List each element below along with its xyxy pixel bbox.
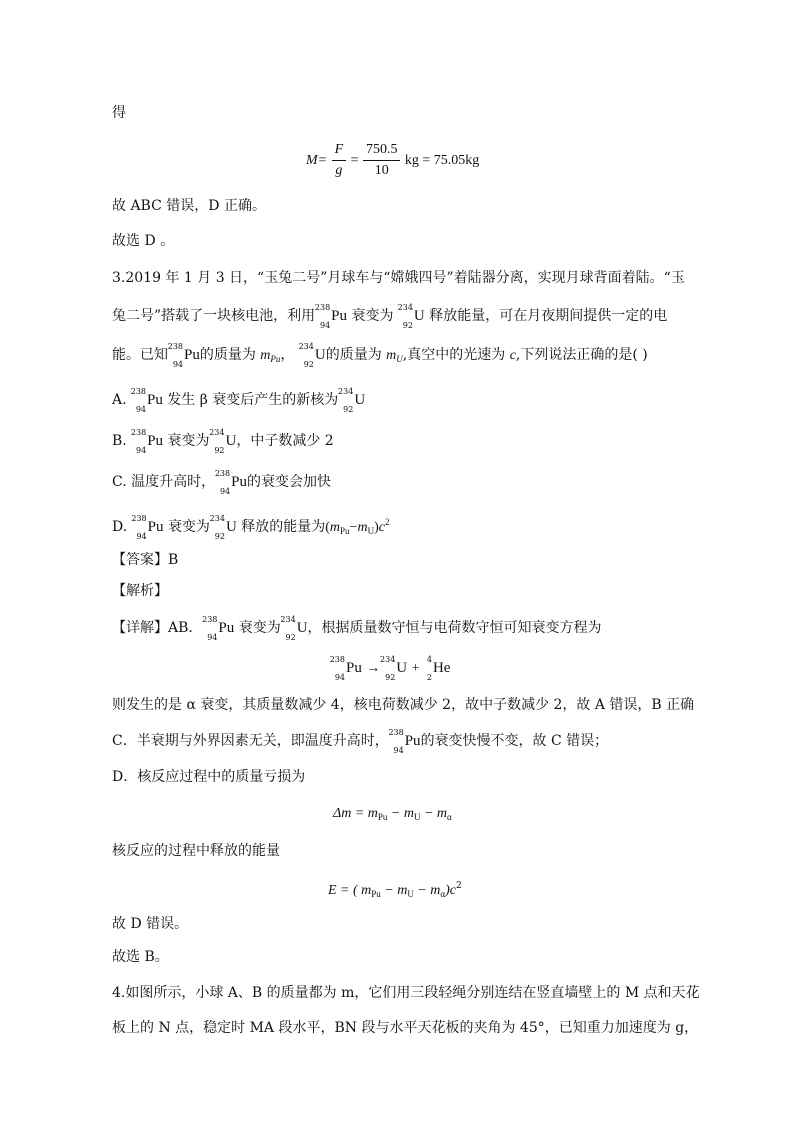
text-choose-d: 故选 D 。 bbox=[112, 233, 175, 249]
answer-label: 【答案】B bbox=[112, 552, 179, 568]
mass-defect-formula: $\Delta m = m_{Pu} - m_U - m_\alpha$ bbox=[333, 806, 452, 822]
formula-mass-rhs: kg = 75.05kg bbox=[404, 153, 480, 168]
question-3-line-2 bbox=[112, 303, 668, 330]
question-4-line-2: 板上的 N 点，稳定时 MA 段水平，BN 段与水平天花板的夹角为 45°，已知重力加速度为 g， bbox=[112, 1020, 699, 1036]
fraction-value bbox=[363, 140, 401, 181]
text-abc-wrong: 故 ABC 错误，D 正确。 bbox=[112, 198, 266, 214]
nuclide-pu: 238 94 bbox=[130, 387, 147, 414]
nuclide-pu: 238 94 bbox=[167, 342, 183, 369]
text-segment: 释放能量，可在月夜期间提供一定的电 bbox=[429, 308, 668, 324]
nuclide-symbol-u: U bbox=[314, 347, 326, 363]
nuclide-u: 234 92 bbox=[298, 342, 314, 369]
fraction-denominator: g bbox=[335, 162, 343, 178]
question-4-line-1: 4.如图所示，小球 A、B 的质量都为 m，它们用三段轻绳分别连结在竖直墙壁上的 M 点和天花 bbox=[112, 985, 700, 1001]
text-segment: 的质量为 bbox=[199, 347, 256, 363]
detail-line: 【详解】AB． 238 94 Pu 衰变为 234 92 U，根据质量数守恒与电荷数守恒可知衰变方程为 bbox=[112, 615, 602, 642]
fraction-denominator: 10 bbox=[374, 162, 389, 178]
text-d-wrong: 故 D 错误。 bbox=[112, 916, 189, 932]
nuclide-he: 4 2 bbox=[426, 655, 432, 682]
nuclide-pu: 238 94 bbox=[130, 428, 147, 455]
alpha-decay-line: 则发生的是 α 衰变，其质量数减少 4，核电荷数减少 2，故中子数减少 2，故 A 错误，B 正确 bbox=[112, 697, 695, 713]
nuclide-symbol-pu: Pu bbox=[331, 308, 348, 324]
nuclide-u: 234 92 bbox=[380, 655, 396, 682]
nuclide-u: 234 92 bbox=[209, 514, 225, 541]
text-segment: 的质量为 bbox=[325, 347, 382, 363]
option-c: C. 温度升高时， 238 94 Pu的衰变会加快 bbox=[112, 469, 331, 496]
nuclide-u: 234 92 bbox=[397, 303, 413, 330]
equals-sign: = bbox=[350, 153, 359, 168]
nuclide-u: 234 92 bbox=[280, 615, 296, 642]
text-segment: 能。已知 bbox=[112, 347, 168, 363]
formula-mass-lhs: M= bbox=[306, 153, 328, 168]
nuclide-pu: 238 94 bbox=[314, 303, 331, 330]
nuclide-u: 234 92 bbox=[209, 428, 225, 455]
nuclide-pu: 238 94 bbox=[214, 469, 231, 496]
question-3-line-3 bbox=[112, 344, 648, 369]
nuclide-u: 234 92 bbox=[338, 387, 354, 414]
option-c-explanation: C．半衰期与外界因素无关，即温度升高时， 238 94 Pu的衰变快慢不变，故 C 错误； bbox=[112, 728, 609, 755]
decay-arrow: → bbox=[366, 661, 381, 676]
energy-formula: E = ( $m_{Pu} - m_U - m_\alpha)c^2$ bbox=[328, 881, 462, 899]
analysis-label: 【解析】 bbox=[112, 583, 168, 599]
text-segment: ,真空中的光速为 bbox=[402, 347, 506, 363]
fraction-f-over-g bbox=[332, 140, 347, 181]
text-de: 得 bbox=[112, 105, 126, 121]
text-choose-b: 故选 B。 bbox=[112, 949, 169, 965]
mass-m-u: $m_U$ bbox=[386, 348, 403, 364]
energy-text: 核反应的过程中释放的能量 bbox=[112, 843, 280, 859]
text-segment: 兔二号”搭载了一块核电池，利用 bbox=[112, 308, 316, 324]
nuclide-symbol-pu: Pu bbox=[184, 347, 200, 363]
option-d-explanation: D．核反应过程中的质量亏损为 bbox=[112, 769, 306, 785]
fraction-numerator: F bbox=[332, 140, 347, 161]
nuclide-pu: 238 94 bbox=[388, 728, 404, 755]
speed-of-light-c: c bbox=[509, 348, 516, 363]
text-segment: ,下列说法正确的是( ) bbox=[515, 347, 648, 363]
formula-mass bbox=[306, 138, 479, 182]
text-segment: 衰变为 bbox=[351, 308, 394, 324]
nuclide-symbol-u: U bbox=[413, 308, 425, 324]
decay-equation: 238 94 Pu → 234 92 U + 4 2 He bbox=[329, 655, 451, 682]
nuclide-pu: 238 94 bbox=[131, 514, 147, 541]
option-a: A. 238 94 Pu 发生 β 衰变后产生的新核为 234 92 U bbox=[112, 387, 366, 414]
nuclide-pu: 238 94 bbox=[329, 655, 345, 682]
option-d: D. 238 94 Pu 衰变为 234 92 U 释放的能量为$(m_{Pu}-m_U)c^2$ bbox=[112, 514, 390, 541]
text-segment: ， bbox=[280, 347, 295, 363]
option-b: B. 238 94 Pu 衰变为 234 92 U，中子数减少 2 bbox=[112, 428, 334, 455]
energy-expression: $(m_{Pu}-m_U)c^2$ bbox=[325, 517, 390, 536]
fraction-numerator: 750.5 bbox=[363, 140, 401, 161]
nuclide-pu: 238 94 bbox=[202, 615, 218, 642]
mass-m-pu: $m_{Pu}$ bbox=[260, 348, 281, 364]
question-3-line-1: 3.2019 年 1 月 3 日，“玉兔二号”月球车与“嫦娥四号”着陆器分离，实现月球背面着陆。“玉 bbox=[112, 270, 685, 286]
